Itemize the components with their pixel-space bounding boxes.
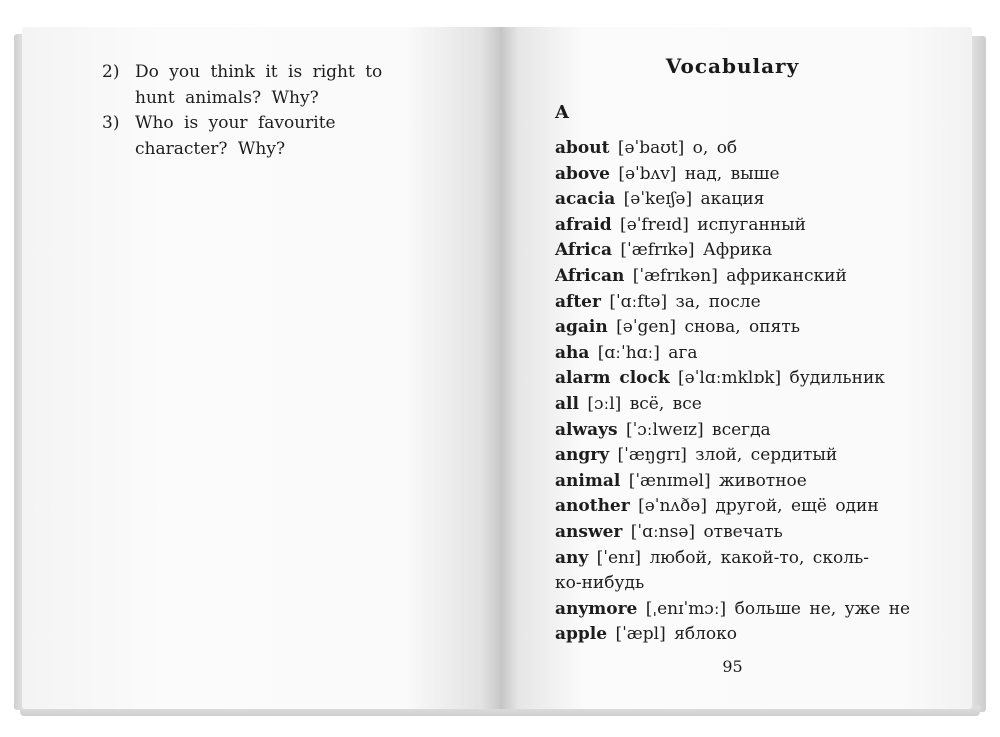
entry-definition: [əˈbaʊt] о, об (609, 138, 738, 158)
vocab-entry (555, 418, 915, 444)
headword: always (555, 419, 618, 440)
page-title: Vocabulary (665, 54, 800, 78)
entry-definition: [ˈæŋgrɪ] злой, сердитый (609, 445, 838, 466)
headword: aha (555, 342, 590, 363)
headword: acacia (555, 189, 616, 210)
vocab-entry (555, 162, 915, 188)
entry-definition: [ˌenɪˈmɔː] больше не, уже не (637, 598, 911, 619)
entry-definition: [əˈkeɪʃə] акация (615, 189, 765, 210)
question-number: 3) (102, 113, 120, 133)
headword: any (555, 547, 589, 568)
headword: afraid (555, 214, 612, 235)
vocab-entry (555, 264, 915, 290)
headword: about (555, 138, 610, 158)
question-list (102, 60, 422, 162)
vocab-entry (555, 546, 915, 597)
entry-definition: [ɔːl] всё, все (578, 393, 702, 414)
entry-definition: [ˈæfrɪkən] африканский (624, 265, 847, 286)
entry-definition: [əˈfreɪd] испуганный (611, 214, 807, 235)
vocabulary-list (555, 136, 915, 648)
headword: Africa (555, 240, 612, 261)
headword: all (555, 393, 579, 414)
headword: above (555, 163, 610, 184)
question-item (102, 111, 422, 162)
entry-definition: [əˈgen] снова, опять (607, 317, 800, 338)
vocab-entry (555, 366, 915, 392)
vocab-entry (555, 494, 915, 520)
entry-definition: [əˈnʌðə] другой, ещё один (629, 496, 879, 517)
headword: anymore (555, 598, 638, 619)
vocab-entry (555, 136, 915, 162)
headword: answer (555, 521, 623, 542)
entry-definition: [ˈɑːnsə] отвечать (622, 521, 783, 542)
headword: another (555, 496, 630, 517)
vocab-entry (555, 341, 915, 367)
entry-definition: [ˈænɪməl] животное (620, 470, 807, 491)
vocab-entry (555, 520, 915, 546)
headword: animal (555, 470, 621, 491)
entry-definition: [ˈɔːlweɪz] всегда (617, 419, 771, 440)
vocab-entry (555, 315, 915, 341)
entry-definition: [əˈbʌv] над, выше (609, 163, 780, 184)
question-item (102, 60, 422, 111)
page-number: 95 (722, 657, 743, 676)
entry-definition: [ˈæpl] яблоко (607, 624, 737, 645)
headword: angry (555, 445, 610, 466)
vocab-entry (555, 392, 915, 418)
vocab-entry (555, 238, 915, 264)
entry-continuation: ко-нибудь (555, 573, 645, 594)
vocab-entry (555, 213, 915, 239)
headword: after (555, 291, 601, 312)
vocab-entry (555, 187, 915, 213)
question-text: Do you think it is right to hunt animals? Why? (135, 62, 383, 108)
question-number: 2) (102, 62, 120, 82)
question-text: Who is your favourite character? Why? (135, 113, 336, 159)
entry-definition: [ˈæfrɪkə] Африка (612, 240, 773, 261)
entry-definition: [ɑːˈhɑː] ага (589, 342, 698, 363)
entry-definition: [ˈenɪ] любой, какой-то, сколь- (588, 547, 869, 568)
entry-definition: [ˈɑːftə] за, после (600, 291, 761, 312)
vocab-entry (555, 443, 915, 469)
vocab-entry (555, 597, 915, 623)
vocab-entry (555, 469, 915, 495)
vocab-entry (555, 290, 915, 316)
headword: apple (555, 624, 608, 645)
entry-definition: [əˈlɑːmklɒk] будильник (669, 368, 885, 389)
vocab-entry (555, 622, 915, 648)
headword: alarm clock (555, 368, 670, 389)
section-letter: A (555, 102, 569, 123)
headword: again (555, 317, 608, 338)
headword: African (555, 265, 625, 286)
